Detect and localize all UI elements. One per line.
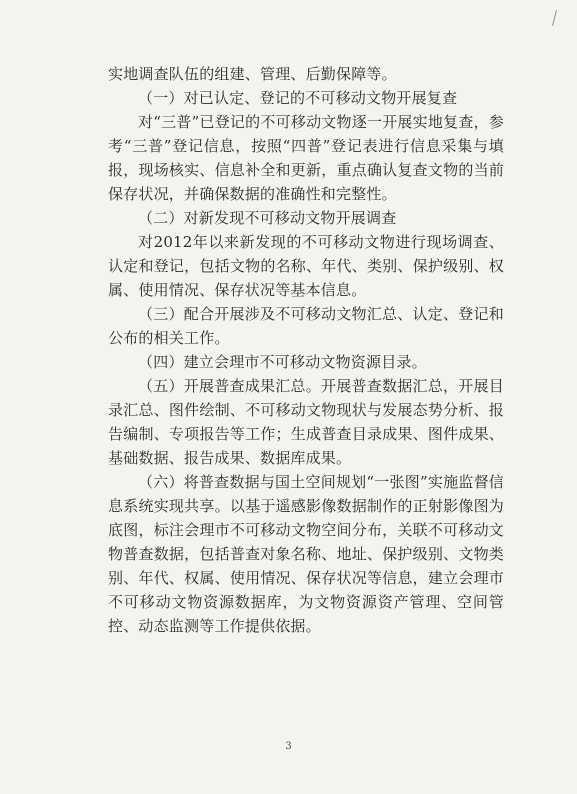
section-heading-2: （二）对新发现不可移动文物开展调查 [138,209,397,227]
section-heading-6: （六）将普查数据与国土空间规划“一张图”实施监督信息系统实现共享。以基于遥感影像数据制作的正射影像图为底图，标注会理市不可移动文物空间分布，关联不可移动文物普查数据，包括普查对象名称、地址、保护级别、文物类别、年代、权属、使用情况、保存状况等信息，建立会理市不可移动文物资源数据库，为文物资源资产管理、空间管控、动态监测等工作提供依据。 [108,473,504,635]
page-number: 3 [285,741,292,752]
paragraph-new-discovery: 对2012年以来新发现的不可移动文物进行现场调查、认定和登记，包括文物的名称、年代、类别、保护级别、权属、使用情况、保存状况等基本信息。 [108,233,504,299]
section-heading-3: （三）配合开展涉及不可移动文物汇总、认定、登记和公布的相关工作。 [108,305,504,347]
section-heading-5: （五）开展普查成果汇总。开展普查数据汇总，开展目录汇总、图件绘制、不可移动文物现状与发展态势分析、报告编制、专项报告等工作；生成普查目录成果、图件成果、基础数据、报告成果、数据库成果。 [108,377,504,467]
section-heading-4: （四）建立会理市不可移动文物资源目录。 [138,353,427,371]
section-heading-1: （一）对已认定、登记的不可移动文物开展复查 [138,89,458,107]
scan-mark [552,10,557,26]
paragraph-review: 对“三普”已登记的不可移动文物逐一开展实地复查，参考“三普”登记信息，按照“四普”登记表进行信息采集与填报，现场核实、信息补全和更新，重点确认复查文物的当前保存状况，并确保数据的准确性和完整性。 [108,113,504,203]
document-body [108,62,504,638]
paragraph-continuation: 实地调查队伍的组建、管理、后勤保障等。 [108,65,397,83]
